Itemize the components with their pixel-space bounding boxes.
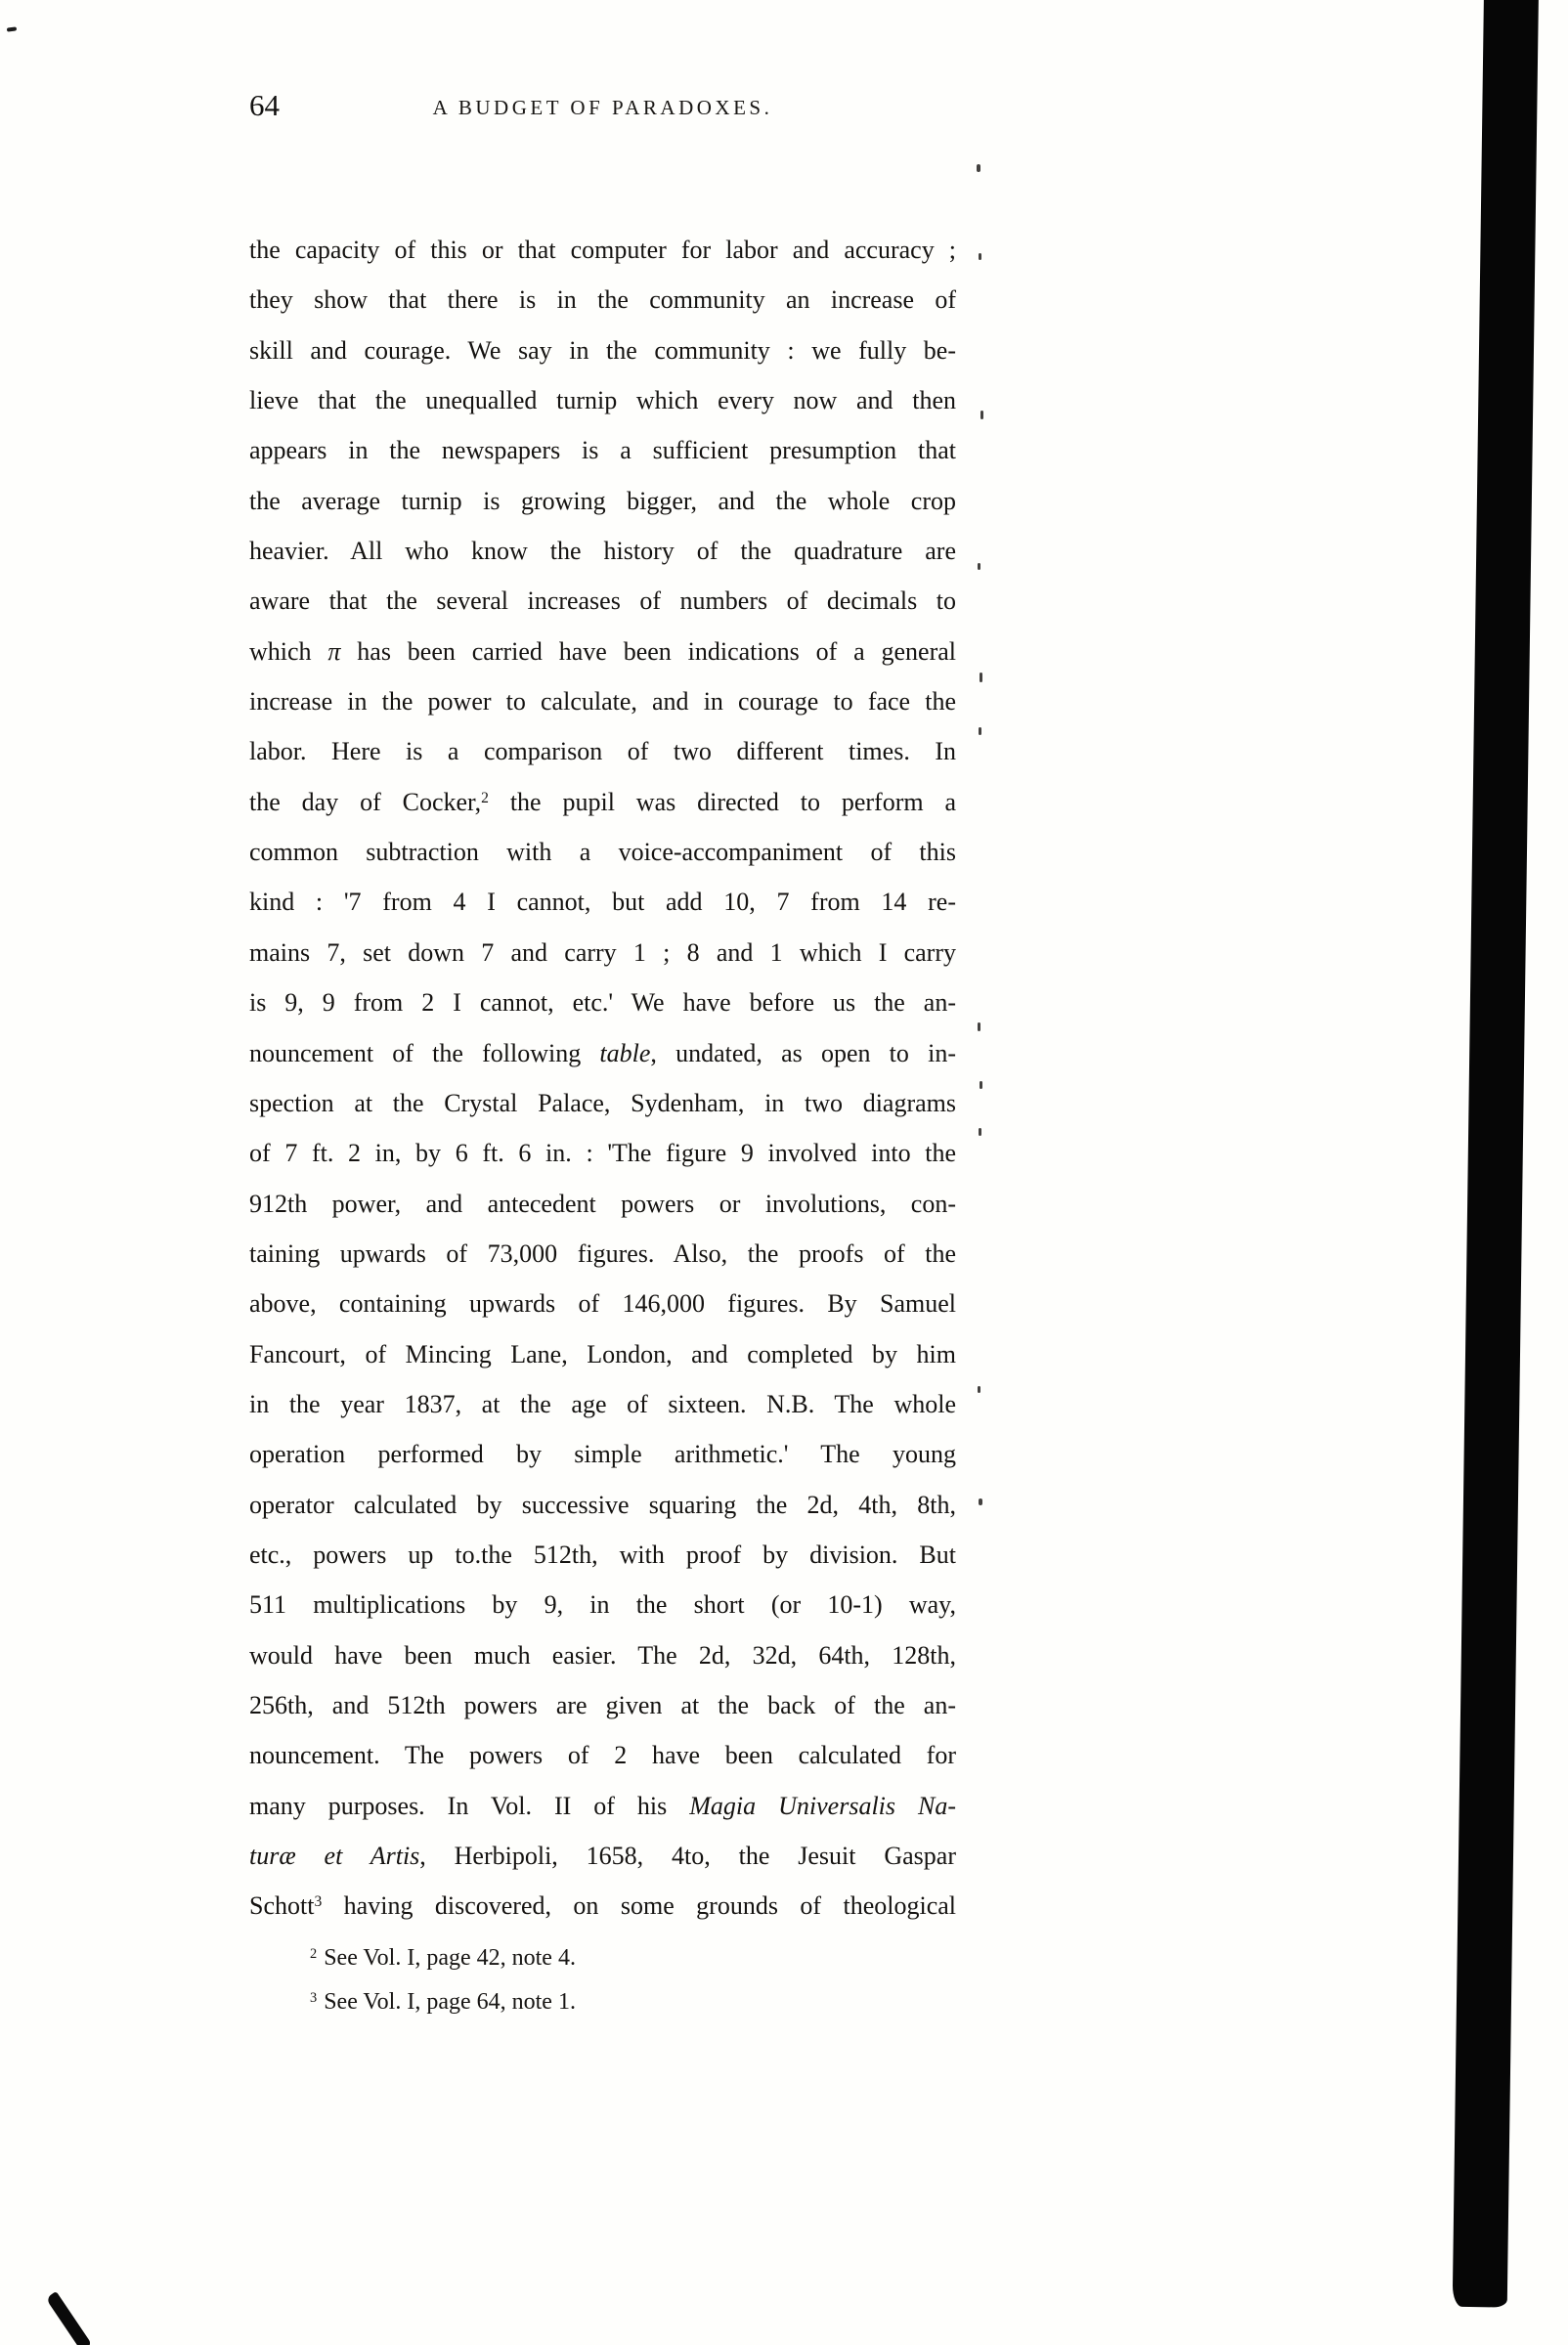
text-line: taining upwards of 73,000 figures. Also, the proofs of the	[249, 1238, 956, 1268]
text-line: of 7 ft. 2 in, by 6 ft. 6 in. : 'The figure 9 involved into the	[249, 1139, 956, 1168]
ink-speck	[980, 411, 983, 419]
text-line: Fancourt, of Mincing Lane, London, and completed by him	[249, 1339, 956, 1368]
scan-dash-mark	[7, 26, 17, 31]
footnotes	[249, 1936, 956, 2024]
text-line: operator calculated by successive squaring the 2d, 4th, 8th,	[249, 1490, 956, 1519]
page-number: 64	[249, 88, 280, 122]
text-line: etc., powers up to.the 512th, with proof by division. But	[249, 1540, 956, 1569]
text-line: increase in the power to calculate, and in courage to face the	[249, 687, 956, 717]
text-line: 511 multiplications by 9, in the short (or 10-1) way,	[249, 1590, 956, 1620]
ink-speck	[979, 1498, 982, 1505]
text-line: the day of Cocker,$^2$ the pupil was directed to perform a	[249, 787, 956, 816]
text-line: would have been much easier. The 2d, 32d, 64th, 128th,	[249, 1640, 956, 1670]
text-line: 912th power, and antecedent powers or involutions, con-	[249, 1189, 956, 1218]
text-line: heavier. All who know the history of the quadrature are	[249, 537, 956, 566]
scan-gutter-shadow-bar	[1453, 0, 1539, 2308]
ink-speck	[979, 727, 981, 735]
ink-speck	[977, 164, 980, 172]
text-line: turæ et Artis, Herbipoli, 1658, 4to, the Jesuit Gaspar	[249, 1842, 956, 1870]
text-line: many purposes. In Vol. II of his Magia Universalis Na-	[249, 1791, 957, 1820]
text-line: nouncement. The powers of 2 have been calculated for	[249, 1741, 956, 1770]
ink-speck	[978, 563, 980, 570]
text-line: lieve that the unequalled turnip which every now and then	[249, 386, 956, 415]
footnote-3	[249, 1980, 956, 2024]
text-line: the capacity of this or that computer for labor and accuracy ;	[249, 236, 956, 264]
footnote-2	[249, 1936, 956, 1980]
text-line: appears in the newspapers is a sufficient presumption that	[249, 436, 956, 465]
text-line: nouncement of the following table, undated, as open to in-	[249, 1038, 956, 1067]
running-head-title: A BUDGET OF PARADOXES.	[432, 96, 773, 119]
footnote-marker: 2	[310, 1945, 318, 1962]
text-line: which π has been carried have been indications of a general	[249, 636, 956, 666]
text-line: above, containing upwards of 146,000 figures. By Samuel	[249, 1289, 956, 1319]
ink-speck	[979, 253, 981, 260]
text-line: the average turnip is growing bigger, and the whole crop	[249, 486, 956, 515]
text-line: kind : '7 from 4 I cannot, but add 10, 7 from 14 re-	[249, 888, 956, 917]
text-line: labor. Here is a comparison of two different times. In	[249, 737, 956, 766]
text-line: aware that the several increases of numbers of decimals to	[249, 586, 956, 616]
ink-speck	[979, 1128, 981, 1136]
text-line: spection at the Crystal Palace, Sydenham, in two diagrams	[249, 1088, 956, 1117]
text-line: mains 7, set down 7 and carry 1 ; 8 and 1 which I carry	[249, 937, 956, 967]
ink-speck	[980, 1081, 982, 1089]
text-line: operation performed by simple arithmetic.' The young	[249, 1440, 956, 1469]
text-line: in the year 1837, at the age of sixteen. N.B. The whole	[249, 1389, 956, 1418]
ink-speck	[978, 1386, 980, 1393]
footnote-text: See Vol. I, page 64, note 1.	[324, 1989, 576, 2015]
text-line: is 9, 9 from 2 I cannot, etc.' We have before us the an-	[249, 988, 956, 1018]
ink-speck	[980, 673, 982, 682]
scan-pen-stroke	[46, 2291, 93, 2345]
body-text	[249, 225, 956, 1932]
text-line: they show that there is in the community an increase of	[249, 285, 956, 315]
footnote-text: See Vol. I, page 42, note 4.	[324, 1945, 576, 1971]
ink-speck	[978, 1022, 980, 1031]
page-header	[249, 86, 956, 129]
text-line: common subtraction with a voice-accompaniment of this	[249, 838, 956, 867]
text-line: 256th, and 512th powers are given at the back of the an-	[249, 1690, 956, 1719]
footnote-marker: 3	[310, 1989, 318, 2006]
text-line: Schott$^3$ having discovered, on some grounds of theological	[249, 1891, 956, 1921]
text-line: skill and courage. We say in the community : we fully be-	[249, 335, 956, 365]
